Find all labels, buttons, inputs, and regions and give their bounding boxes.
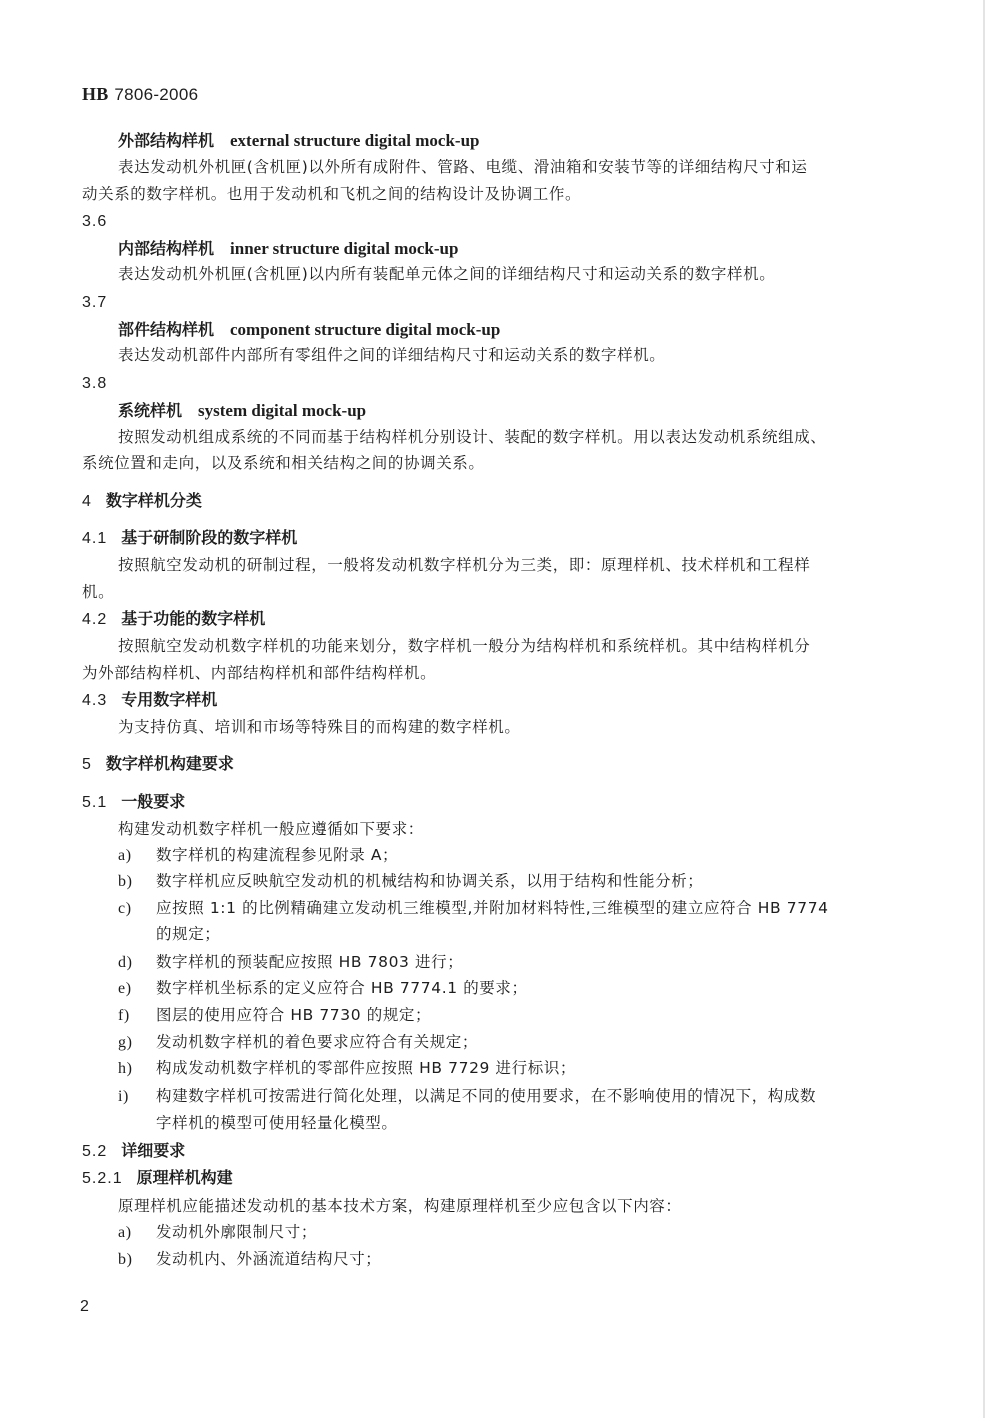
clause-number: 5.2: [82, 1143, 108, 1160]
clause-number: 4.3: [82, 692, 108, 709]
clause-4-2-line2: 为外部结构样机、内部结构样机和部件结构样机。: [82, 664, 437, 682]
list-label: e): [118, 980, 132, 997]
list-item-e: [118, 978, 528, 999]
definition-3-6-line1: 表达发动机外机匣(含机匣)以内所有装配单元体之间的详细结构尺寸和运动关系的数字样机。: [118, 265, 776, 283]
clause-4-2-line1: 按照航空发动机数字样机的功能来划分，数字样机一般分为结构样机和系统样机。其中结构样机分: [118, 637, 811, 655]
list-label: b): [118, 873, 133, 890]
clause-title: 基于研制阶段的数字样机: [121, 528, 298, 547]
list-item-f: [118, 1005, 431, 1026]
clause-title: 专用数字样机: [121, 690, 218, 709]
list-text: 数字样机坐标系的定义应符合 HB 7774.1 的要求；: [156, 979, 528, 997]
clause-5-2-1-heading: [82, 1168, 233, 1189]
list-text: 数字样机的构建流程参见附录 A；: [156, 846, 399, 864]
term-cn: 系统样机: [118, 401, 183, 420]
clause-title: 详细要求: [121, 1141, 186, 1160]
chapter-number: 4: [82, 493, 92, 510]
term-en: component structure digital mock-up: [230, 320, 501, 339]
clause-number: 5.2.1: [82, 1170, 123, 1187]
clause-title: 基于功能的数字样机: [121, 609, 266, 628]
clause-4-1-heading: [82, 528, 297, 549]
clause-4-3-heading: [82, 690, 217, 711]
term-en: system digital mock-up: [198, 401, 367, 420]
chapter-4-heading: [82, 491, 202, 512]
term-3-8: [118, 401, 366, 421]
clause-number-3-6: 3.6: [82, 213, 108, 230]
term-cn: 外部结构样机: [118, 131, 215, 150]
page-number: 2: [80, 1298, 89, 1315]
term-3-6: [118, 239, 458, 259]
clause-5-1-heading: [82, 792, 185, 813]
clause-4-1-line1: 按照航空发动机的研制过程，一般将发动机数字样机分为三类，即：原理样机、技术样机和工程样: [118, 556, 811, 574]
chapter-title: 数字样机构建要求: [105, 754, 234, 773]
clause-5-2-1-intro: 原理样机应能描述发动机的基本技术方案，构建原理样机至少应包含以下内容：: [118, 1197, 682, 1215]
clause-number: 4.2: [82, 611, 108, 628]
clause-5-2-heading: [82, 1141, 185, 1162]
standard-number: 7806-2006: [114, 85, 199, 104]
list-text: 发动机数字样机的着色要求应符合有关规定；: [156, 1033, 479, 1051]
chapter-title: 数字样机分类: [105, 491, 202, 510]
list-item-i: [118, 1086, 816, 1107]
clause-5-1-intro: 构建发动机数字样机一般应遵循如下要求：: [118, 820, 424, 838]
list-item-c: [118, 898, 829, 919]
list-item-b: [118, 871, 703, 892]
list-label: a): [118, 847, 132, 864]
list-text: 图层的使用应符合 HB 7730 的规定；: [156, 1006, 432, 1024]
definition-3-8-line2: 系统位置和走向，以及系统和相关结构之间的协调关系。: [82, 454, 485, 472]
clause-number-3-8: 3.8: [82, 375, 108, 392]
clause-4-2-heading: [82, 609, 265, 630]
clause-number: 4.1: [82, 530, 108, 547]
definition-3-5-line1: 表达发动机外机匣(含机匣)以外所有成附件、管路、电缆、滑油箱和安装节等的详细结构尺寸和运: [118, 158, 808, 176]
scan-edge-line: [983, 0, 985, 1418]
term-3-5: [118, 131, 479, 151]
definition-3-8-line1: 按照发动机组成系统的不同而基于结构样机分别设计、装配的数字样机。用以表达发动机系统组成、: [118, 428, 827, 446]
term-en: external structure digital mock-up: [230, 131, 480, 150]
clause-number: 5.1: [82, 794, 108, 811]
list-item-g: [118, 1032, 478, 1053]
list-text: 应按照 1:1 的比例精确建立发动机三维模型,并附加材料特性,三维模型的建立应符合 HB 7774: [156, 899, 829, 917]
list-text: 构建数字样机可按需进行简化处理，以满足不同的使用要求，在不影响使用的情况下，构成数: [156, 1087, 817, 1105]
definition-3-5-line2: 动关系的数字样机。也用于发动机和飞机之间的结构设计及协调工作。: [82, 185, 582, 203]
list-item-a: [118, 1222, 317, 1243]
clause-4-3-line1: 为支持仿真、培训和市场等特殊目的而构建的数字样机。: [118, 718, 521, 736]
standard-prefix: HB: [82, 84, 109, 104]
list-label: b): [118, 1251, 133, 1268]
list-item-b: [118, 1249, 381, 1270]
list-label: d): [118, 954, 133, 971]
list-item-a: [118, 845, 398, 866]
list-label: g): [118, 1034, 133, 1051]
term-cn: 内部结构样机: [118, 239, 215, 258]
list-label: i): [118, 1088, 129, 1105]
list-item-d: [118, 952, 463, 973]
term-en: inner structure digital mock-up: [230, 239, 459, 258]
chapter-number: 5: [82, 756, 92, 773]
list-label: a): [118, 1224, 132, 1241]
list-label: f): [118, 1007, 130, 1024]
term-cn: 部件结构样机: [118, 320, 215, 339]
chapter-5-heading: [82, 754, 234, 775]
list-text: 数字样机应反映航空发动机的机械结构和协调关系，以用于结构和性能分析；: [156, 872, 704, 890]
list-label: h): [118, 1060, 133, 1077]
definition-3-7-line1: 表达发动机部件内部所有零组件之间的详细结构尺寸和运动关系的数字样机。: [118, 346, 666, 364]
clause-4-1-line2: 机。: [82, 583, 115, 601]
clause-title: 一般要求: [121, 792, 186, 811]
list-label: c): [118, 900, 132, 917]
list-item-c-cont: 的规定；: [156, 925, 221, 943]
list-text: 数字样机的预装配应按照 HB 7803 进行；: [156, 953, 464, 971]
clause-number-3-7: 3.7: [82, 294, 108, 311]
standard-header: [82, 84, 198, 105]
list-text: 发动机内、外涵流道结构尺寸；: [156, 1250, 382, 1268]
list-item-i-cont: 字样机的模型可使用轻量化模型。: [156, 1114, 398, 1132]
list-text: 构成发动机数字样机的零部件应按照 HB 7729 进行标识；: [156, 1059, 577, 1077]
term-3-7: [118, 320, 500, 340]
clause-title: 原理样机构建: [136, 1168, 233, 1187]
list-item-h: [118, 1058, 576, 1079]
list-text: 发动机外廓限制尺寸；: [156, 1223, 318, 1241]
